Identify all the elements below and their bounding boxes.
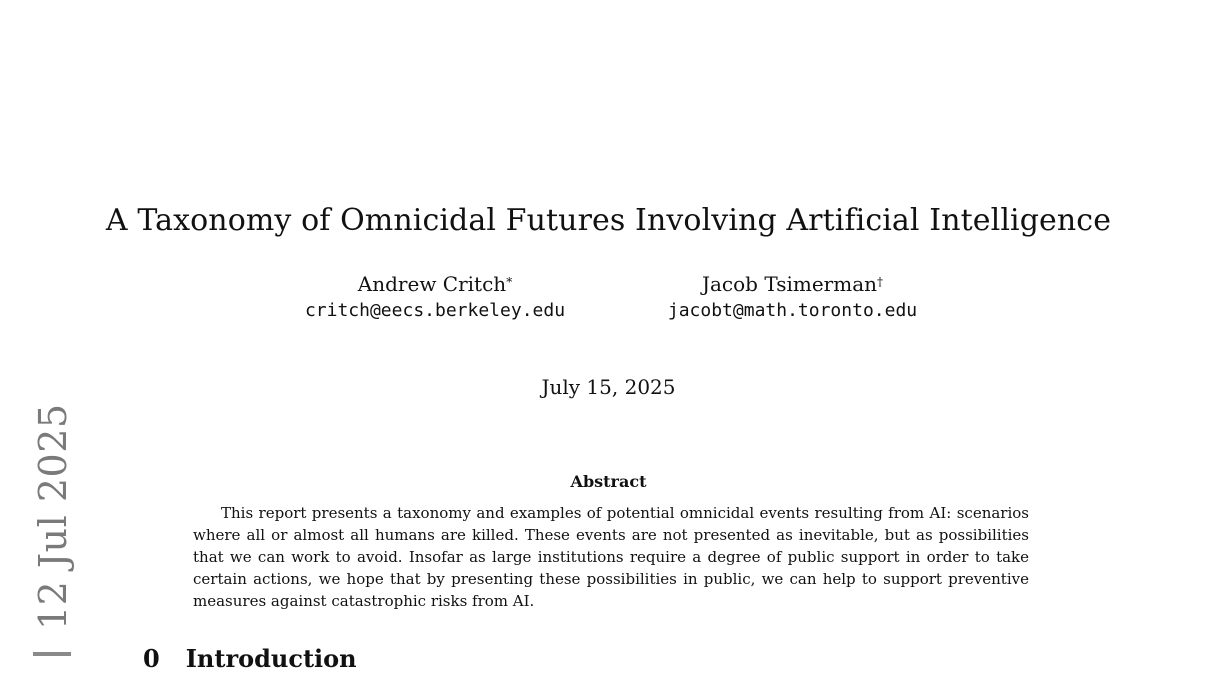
author-2-name: Jacob Tsimerman bbox=[701, 272, 878, 296]
author-2-email: jacobt@math.toronto.edu bbox=[667, 300, 918, 321]
author-1-name: Andrew Critch bbox=[357, 272, 507, 296]
abstract-heading: Abstract bbox=[570, 472, 647, 491]
paper-date: July 15, 2025 bbox=[541, 375, 676, 399]
arxiv-stamp-bar bbox=[33, 652, 71, 656]
author-1-footnote-mark: * bbox=[506, 275, 513, 289]
author-2-footnote-mark: † bbox=[877, 275, 884, 289]
author-2 bbox=[645, 270, 940, 324]
paper-title: A Taxonomy of Omnicidal Futures Involving Artificial Intelligence bbox=[105, 203, 1112, 238]
section-title: Introduction bbox=[185, 644, 357, 673]
section-heading bbox=[143, 644, 357, 673]
author-2-name-line bbox=[645, 270, 940, 298]
author-1-name-line bbox=[285, 270, 585, 298]
abstract-text: This report presents a taxonomy and examples of potential omnicidal events resulting from AI: scenarios where all or almost all humans are killed. These events are not presented as inevitable, but as possibilities that we can work to avoid. Insofar as large institutions require a degree of public support in order to take certain actions, we hope that by presenting these possibilities in public, we can help to support preventive measures against catastrophic risks from AI. bbox=[193, 504, 1029, 610]
author-1-email: critch@eecs.berkeley.edu bbox=[304, 300, 566, 321]
arxiv-date-stamp: 12 Jul 2025 bbox=[31, 403, 75, 630]
section-number: 0 bbox=[143, 644, 160, 673]
author-1 bbox=[285, 270, 585, 324]
